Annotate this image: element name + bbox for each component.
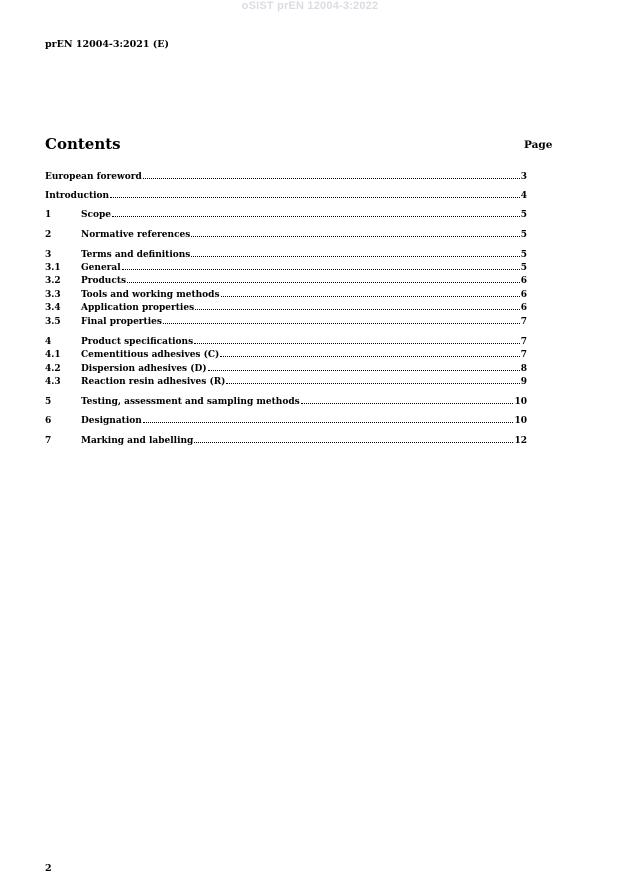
- toc-entry-title: General: [81, 263, 121, 273]
- toc-dot-leader: [163, 315, 520, 324]
- toc-entry-number: 3.2: [45, 276, 61, 286]
- toc-entry[interactable]: [45, 414, 527, 426]
- toc-entry-page: 12: [514, 436, 527, 446]
- toc-entry-title: Normative references: [81, 230, 191, 240]
- toc-dot-leader: [122, 261, 520, 270]
- page-column-heading: Page: [524, 139, 553, 151]
- toc-entry-title: European foreword: [45, 172, 142, 182]
- toc-entry-page: 5: [520, 250, 527, 260]
- toc-entry[interactable]: [45, 434, 527, 446]
- toc-entry-page: 6: [520, 303, 527, 313]
- toc-dot-leader: [110, 189, 520, 198]
- toc-entry[interactable]: [45, 362, 527, 374]
- toc-entry-title: Terms and definitions: [81, 250, 191, 260]
- toc-entry-page: 3: [520, 172, 527, 182]
- toc-entry-number: 2: [45, 230, 52, 240]
- toc-entry-title: Product specifications: [81, 337, 194, 347]
- toc-dot-leader: [195, 301, 520, 310]
- toc-entry-title: Cementitious adhesives (C): [81, 350, 220, 360]
- toc-entry-number: 4: [45, 337, 52, 347]
- page-number: 2: [45, 863, 52, 874]
- toc-entry-number: 3.1: [45, 263, 61, 273]
- toc-entry-title: Introduction: [45, 191, 110, 201]
- toc-entry[interactable]: [45, 375, 527, 387]
- toc-entry-title: Dispersion adhesives (D): [81, 364, 207, 374]
- toc-entry-page: 7: [520, 337, 527, 347]
- toc-dot-leader: [194, 335, 520, 344]
- toc-entry-title: Products: [81, 276, 127, 286]
- toc-entry-page: 4: [520, 191, 527, 201]
- toc-entry-page: 8: [520, 364, 527, 374]
- toc-dot-leader: [194, 434, 513, 443]
- toc-entry[interactable]: [45, 288, 527, 300]
- toc-dot-leader: [208, 362, 520, 371]
- toc-entry[interactable]: [45, 208, 527, 220]
- toc-dot-leader: [143, 414, 514, 423]
- toc-entry-number: 3.5: [45, 317, 61, 327]
- toc-entry[interactable]: [45, 248, 527, 260]
- toc-entry[interactable]: [45, 348, 527, 360]
- toc-entry-page: 5: [520, 263, 527, 273]
- watermark: oSIST prEN 12004-3:2022: [241, 0, 379, 12]
- toc-entry-page: 5: [520, 230, 527, 240]
- toc-entry[interactable]: [45, 315, 527, 327]
- toc-entry-title: Application properties: [81, 303, 195, 313]
- toc-dot-leader: [191, 228, 519, 237]
- toc-dot-leader: [143, 170, 520, 179]
- toc-entry-page: 10: [514, 416, 527, 426]
- toc-dot-leader: [191, 248, 519, 257]
- toc-entry-number: 5: [45, 397, 52, 407]
- toc-entry[interactable]: [45, 189, 527, 201]
- toc-entry[interactable]: [45, 170, 527, 182]
- toc-dot-leader: [112, 208, 520, 217]
- contents-title: Contents: [45, 135, 121, 153]
- toc-entry-page: 9: [520, 377, 527, 387]
- toc-entry[interactable]: [45, 335, 527, 347]
- toc-dot-leader: [221, 288, 520, 297]
- toc-dot-leader: [127, 274, 520, 283]
- toc-entry-number: 6: [45, 416, 52, 426]
- toc-entry-title: Designation: [81, 416, 142, 426]
- toc-entry-number: 4.1: [45, 350, 61, 360]
- toc-entry-page: 7: [520, 317, 527, 327]
- toc-entry-title: Marking and labelling: [81, 436, 194, 446]
- toc-entry[interactable]: [45, 261, 527, 273]
- toc-entry-number: 4.3: [45, 377, 61, 387]
- toc-entry-number: 4.2: [45, 364, 61, 374]
- toc-entry-number: 3.4: [45, 303, 61, 313]
- toc-entry-title: Tools and working methods: [81, 290, 220, 300]
- toc-entry[interactable]: [45, 395, 527, 407]
- toc-entry-page: 6: [520, 276, 527, 286]
- toc-entry-title: Reaction resin adhesives (R): [81, 377, 226, 387]
- toc-dot-leader: [226, 375, 519, 384]
- toc-entry[interactable]: [45, 274, 527, 286]
- toc-entry-page: 7: [520, 350, 527, 360]
- toc-entry-number: 3.3: [45, 290, 61, 300]
- toc-dot-leader: [301, 395, 514, 404]
- toc-entry[interactable]: [45, 301, 527, 313]
- toc-entry-number: 1: [45, 210, 52, 220]
- toc-entry-title: Scope: [81, 210, 112, 220]
- toc-entry-number: 7: [45, 436, 52, 446]
- toc-entry-page: 6: [520, 290, 527, 300]
- document-id-header: prEN 12004-3:2021 (E): [45, 39, 169, 50]
- toc-entry-page: 10: [514, 397, 527, 407]
- toc-entry[interactable]: [45, 228, 527, 240]
- toc-entry-title: Final properties: [81, 317, 162, 327]
- toc-entry-number: 3: [45, 250, 52, 260]
- toc-entry-page: 5: [520, 210, 527, 220]
- toc-entry-title: Testing, assessment and sampling methods: [81, 397, 300, 407]
- toc-dot-leader: [220, 348, 519, 357]
